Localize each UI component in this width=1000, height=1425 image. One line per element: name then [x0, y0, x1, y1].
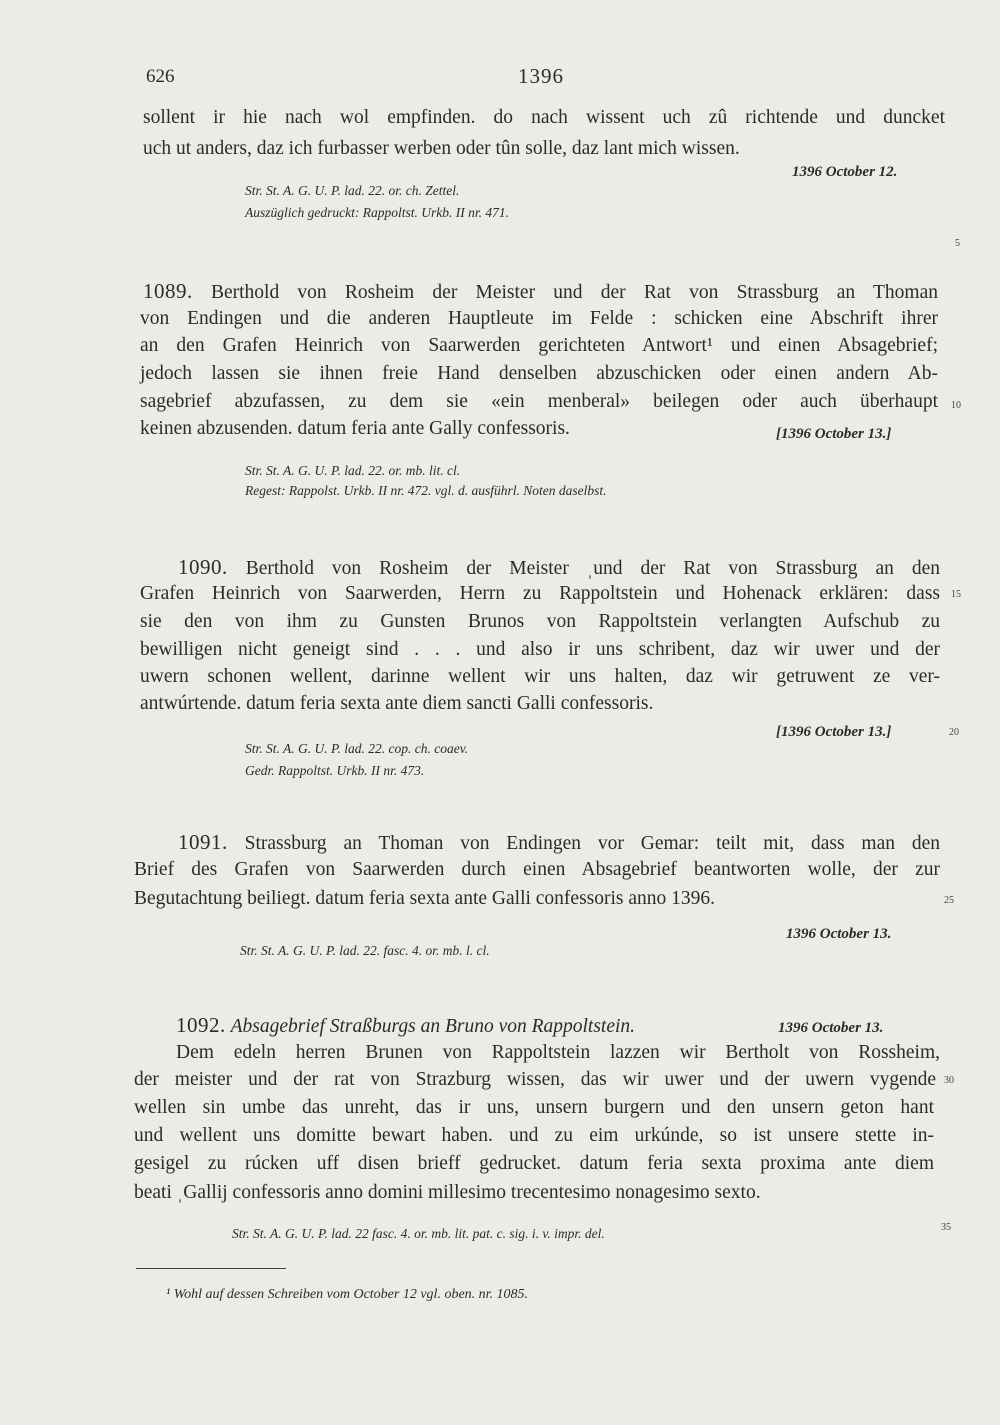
source-citation: Str. St. A. G. U. P. lad. 22. cop. ch. coaev.	[245, 741, 469, 756]
text-line: uwern schonen wellent, darinne wellent wir uns halten, daz wir getruwent ze ver-	[140, 666, 940, 687]
line-number: 35	[941, 1222, 951, 1233]
line-number: 10	[951, 400, 961, 411]
source-citation: Str. St. A. G. U. P. lad. 22. fasc. 4. or. mb. l. cl.	[240, 943, 490, 958]
text-line: antwúrtende. datum feria sexta ante diem sancti Galli confessoris.	[140, 693, 654, 714]
line-number: 20	[949, 727, 959, 738]
text-line: beati ˌGallij confessoris anno domini millesimo trecentesimo nonagesimo sexto.	[134, 1182, 761, 1203]
source-citation: Str. St. A. G. U. P. lad. 22. or. ch. Zettel.	[245, 183, 460, 198]
source-citation: Regest: Rappolst. Urkb. II nr. 472. vgl. d. ausführl. Noten daselbst.	[245, 483, 607, 498]
entry-date: [1396 October 13.]	[776, 724, 892, 740]
text-line: von Endingen und die anderen Hauptleute im Felde : schicken eine Abschrift ihrer	[140, 308, 938, 329]
entry-1089-first-line	[143, 281, 938, 303]
entry-number: 1089.	[143, 279, 193, 303]
entry-date: 1396 October 13.	[778, 1020, 884, 1036]
entry-regest: Strassburg an Thoman von Endingen vor Gemar: teilt mit, dass man den	[244, 833, 940, 854]
text-line: sie den von ihm zu Gunsten Brunos von Rappoltstein verlangten Aufschub zu	[140, 611, 940, 632]
text-line: sagebrief abzufassen, zu dem sie «ein menberal» beilegen oder auch überhaupt	[140, 391, 938, 412]
entry-1092-heading	[176, 1015, 635, 1037]
line-number: 5	[955, 238, 960, 249]
running-header-year: 1396	[518, 64, 564, 88]
source-citation: Str. St. A. G. U. P. lad. 22 fasc. 4. or. mb. lit. pat. c. sig. i. v. impr. del.	[232, 1226, 605, 1241]
text-line: wellen sin umbe das unreht, das ir uns, unsern burgern und den unsern geton hant	[134, 1097, 934, 1118]
entry-1090-first-line	[178, 557, 940, 579]
text-line: und wellent uns domitte bewart haben. und zu eim urkúnde, so ist unsere stette in-	[134, 1125, 934, 1146]
entry-regest: Berthold von Rosheim der Meister und der Rat von Strassburg an Thoman	[210, 282, 939, 303]
entry-number: 1091.	[178, 830, 228, 854]
source-citation: Str. St. A. G. U. P. lad. 22. or. mb. lit. cl.	[245, 463, 461, 478]
footnote: ¹ Wohl auf dessen Schreiben vom October 12 vgl. oben. nr. 1085.	[166, 1287, 529, 1302]
entry-1091-first-line	[178, 832, 940, 854]
text-line: Begutachtung beiliegt. datum feria sexta ante Galli confessoris anno 1396.	[134, 888, 716, 909]
text-line: an den Grafen Heinrich von Saarwerden gerichteten Antwort¹ und einen Absagebrief;	[140, 335, 938, 356]
text-line: Grafen Heinrich von Saarwerden, Herrn zu Rappoltstein und Hohenack erklären: dass	[140, 583, 940, 604]
text-line: der meister und der rat von Strazburg wissen, das wir uwer und der uwern vygende	[134, 1069, 936, 1090]
entry-date: 1396 October 12.	[792, 164, 898, 180]
text-line: bewilligen nicht geneigt sind . . . und also ir uns schribent, daz wir uwer und der	[140, 639, 940, 660]
entry-regest: Berthold von Rosheim der Meister ˌund der Rat von Strassburg an den	[245, 558, 940, 579]
entry-date: [1396 October 13.]	[776, 426, 892, 442]
text-line: Brief des Grafen von Saarwerden durch einen Absagebrief beantworten wolle, der zur	[134, 859, 940, 880]
text-line: keinen abzusenden. datum feria ante Gally confessoris.	[140, 418, 570, 439]
text-line: gesigel zu rúcken uff disen brieff gedrucket. datum feria sexta proxima ante diem	[134, 1153, 934, 1174]
entry-number: 1092.	[176, 1013, 226, 1037]
page-number: 626	[146, 66, 175, 87]
text-line: sollent ir hie nach wol empfinden. do nach wissent uch zû richtende und duncket	[143, 107, 945, 128]
text-line: uch ut anders, daz ich furbasser werben oder tûn solle, daz lant mich wissen.	[143, 138, 740, 159]
line-number: 25	[944, 895, 954, 906]
footnote-rule	[136, 1268, 286, 1269]
text-line: Dem edeln herren Brunen von Rappoltstein lazzen wir Bertholt von Rossheim,	[176, 1042, 940, 1063]
entry-date: 1396 October 13.	[786, 926, 892, 942]
text-line: jedoch lassen sie ihnen freie Hand denselben abzuschicken oder einen andern Ab-	[140, 363, 938, 384]
source-citation: Auszüglich gedruckt: Rappoltst. Urkb. II nr. 471.	[245, 205, 509, 220]
source-citation: Gedr. Rappoltst. Urkb. II nr. 473.	[245, 763, 425, 778]
line-number: 30	[944, 1075, 954, 1086]
entry-number: 1090.	[178, 555, 228, 579]
line-number: 15	[951, 589, 961, 600]
entry-title: Absagebrief Straßburgs an Bruno von Rappoltstein.	[230, 1016, 636, 1037]
